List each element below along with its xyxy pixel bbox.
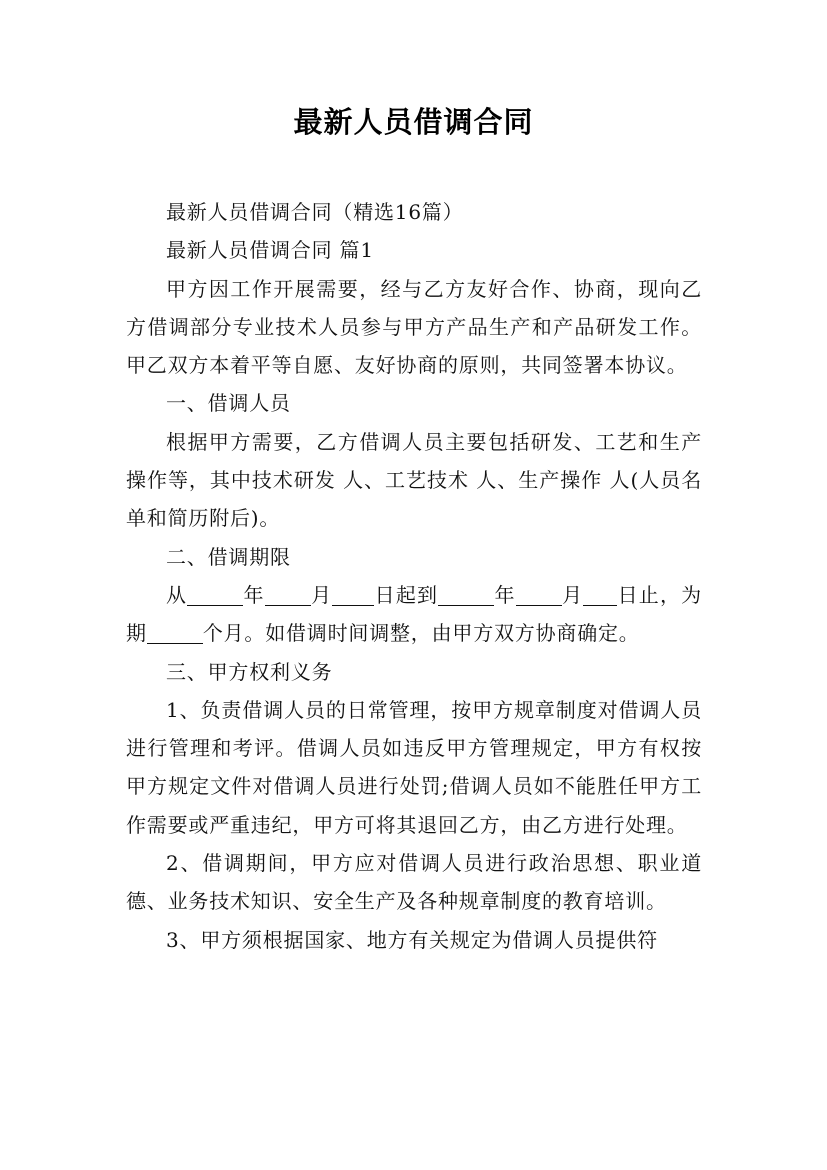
period-month-2: 月: [561, 582, 584, 607]
rights-item-1: 1、负责借调人员的日常管理，按甲方规章制度对借调人员进行管理和考评。借调人员如违反甲方管理规定，甲方有权按甲方规定文件对借调人员进行处罚;借调人员如不能胜任甲方工作需要或严重违纪，甲方可将其退回乙方，由乙方进行处理。: [126, 697, 702, 837]
document-body: [126, 193, 702, 959]
blank-year-end: [438, 584, 494, 606]
section-heading: 最新人员借调合同 篇1: [166, 238, 374, 263]
document-title: 最新人员借调合同: [293, 105, 534, 139]
heading-personnel: 一、借调人员: [166, 391, 291, 416]
period-year-1: 年: [243, 582, 265, 607]
period-month-1: 月: [310, 582, 333, 607]
document-subtitle: 最新人员借调合同（精选16篇）: [166, 200, 464, 224]
blank-month-end: [516, 584, 562, 606]
period-paragraph: [126, 576, 702, 653]
period-day-1: 日起到: [374, 582, 439, 607]
period-from: 从: [166, 582, 188, 607]
rights-item-3: 3、甲方须根据国家、地方有关规定为借调人员提供符: [166, 927, 658, 952]
heading-period: 二、借调期限: [166, 544, 291, 569]
heading-party-a-rights: 三、甲方权利义务: [166, 659, 333, 684]
period-day-2: 日止，为期: [126, 582, 702, 646]
blank-year-start: [187, 584, 243, 606]
period-year-2: 年: [494, 582, 516, 607]
rights-item-2: 2、借调期间，甲方应对借调人员进行政治思想、职业道德、业务技术知识、安全生产及各种规章制度的教育培训。: [126, 851, 702, 914]
blank-duration: [147, 622, 203, 644]
blank-month-start: [265, 584, 311, 606]
intro-paragraph: 甲方因工作开展需要，经与乙方友好合作、协商，现向乙方借调部分专业技术人员参与甲方产品生产和产品研发工作。甲乙双方本着平等自愿、友好协商的原则，共同签署本协议。: [126, 276, 702, 378]
blank-day-start: [332, 584, 374, 606]
personnel-paragraph: 根据甲方需要，乙方借调人员主要包括研发、工艺和生产操作等，其中技术研发 人、工艺技术 人、生产操作 人(人员名单和简历附后)。: [126, 429, 702, 531]
blank-day-end: [583, 584, 617, 606]
period-tail: 个月。如借调时间调整，由甲方双方协商确定。: [202, 621, 640, 646]
